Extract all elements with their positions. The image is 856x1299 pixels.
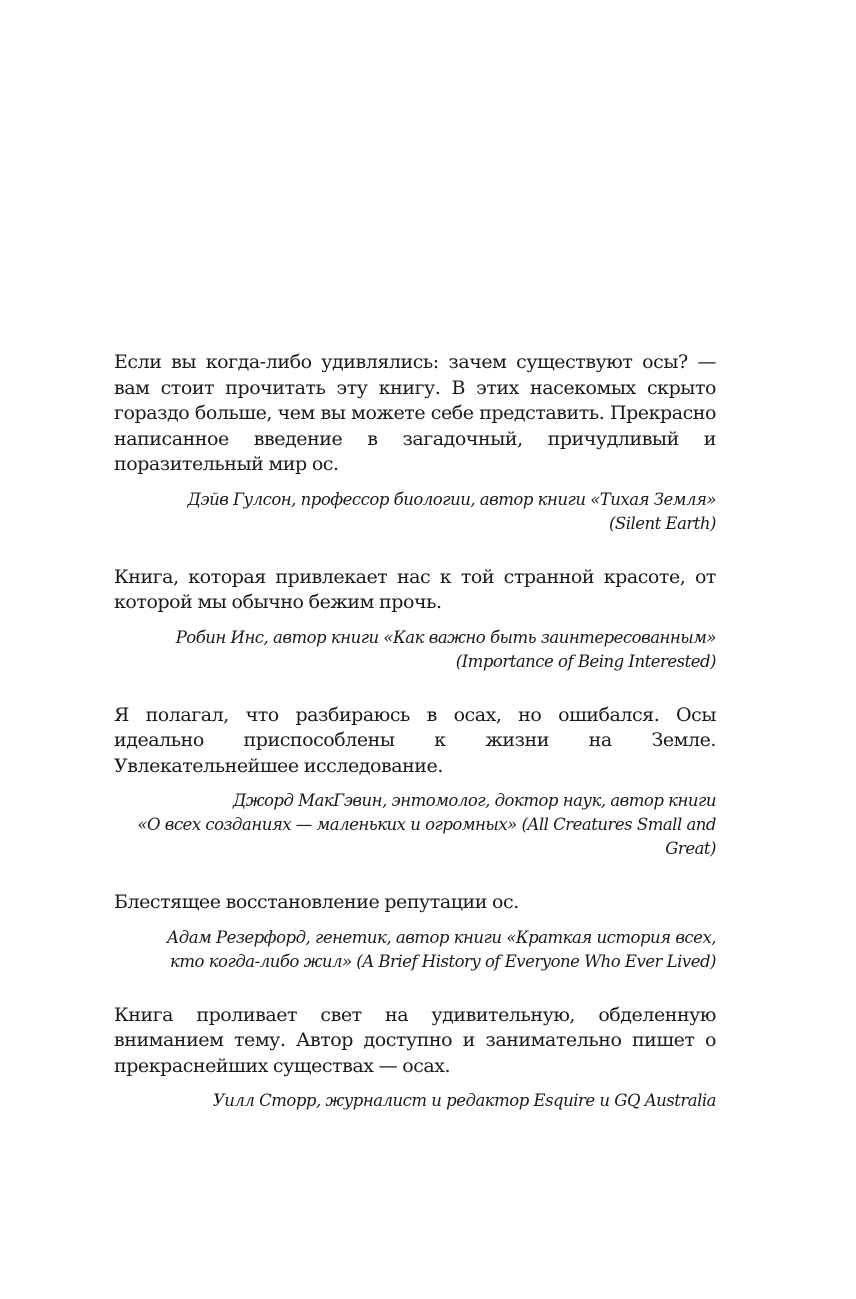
blurb-rutherford (114, 890, 716, 974)
attribution-line: (Importance of Being Interested) (455, 651, 716, 671)
attribution-line: (Silent Earth) (608, 513, 716, 533)
blurb-quote: Блестящее восстановление репутации ос. (114, 891, 519, 913)
attribution-line: Робин Инс, автор книги «Как важно быть заинтересованным» (175, 627, 716, 647)
blurb-quote: Я полагал, что разбираюсь в осах, но ошибался. Осы идеально приспособлены к жизни на Земле. Увлекательнейшее исследование. (114, 703, 716, 777)
attribution-line: Джорд МакГэвин, энтомолог, доктор наук, автор книги (232, 791, 716, 810)
blurb-attribution (114, 926, 716, 974)
blurb-attribution (114, 789, 716, 861)
blurb-goulson (114, 350, 716, 536)
blurb-quote: Книга проливает свет на удивительную, обделенную вниманием тему. Автор доступно и занимательно пишет о прекраснейших существах — осах. (114, 1003, 716, 1077)
blurb-attribution (114, 1089, 716, 1113)
attribution-line: Адам Резерфорд, генетик, автор книги «Краткая история всех, (166, 927, 716, 947)
attribution-line: «О всех созданиях — маленьких и огромных» (All Creatures Small and Great) (137, 815, 716, 858)
blurb-attribution (114, 488, 716, 536)
blurb-quote: Книга, которая привлекает нас к той странной красоте, от которой мы обычно бежим прочь. (114, 565, 716, 613)
blurb-storr (114, 1003, 716, 1114)
attribution-line: Уилл Сторр, журналист и редактор Esquire и GQ Australia (212, 1091, 716, 1110)
praise-page (114, 350, 716, 1142)
blurb-mcgavin (114, 703, 716, 862)
blurb-ince (114, 565, 716, 674)
blurb-quote: Если вы когда-либо удивлялись: зачем существуют осы? — вам стоит прочитать эту книгу. В этих насекомых скрыто гораздо больше, чем вы можете себе представить. Прекрасно написанное введение в загадочный, причудливый и поразительный мир ос. (114, 351, 716, 475)
attribution-line: Дэйв Гулсон, профессор биологии, автор книги «Тихая Земля» (187, 489, 716, 509)
attribution-line: кто когда-либо жил» (A Brief History of Everyone Who Ever Lived) (170, 951, 716, 971)
blurb-attribution (114, 626, 716, 674)
